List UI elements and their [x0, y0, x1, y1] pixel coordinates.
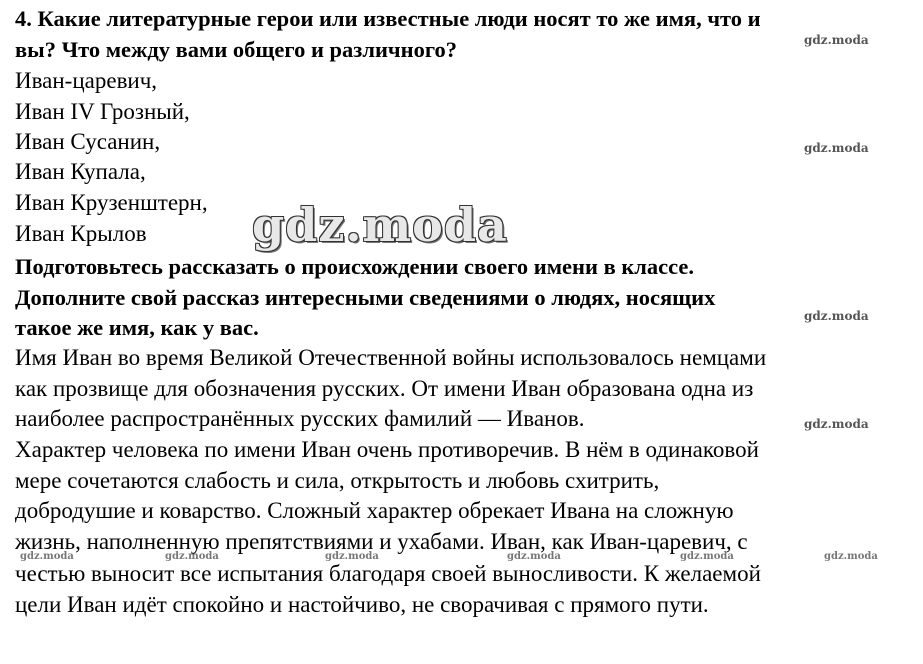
- paragraph-1-line: Имя Иван во время Великой Отечественной войны использовалось немцами: [15, 345, 767, 370]
- watermark-logo-large: gdz.moda: [252, 198, 508, 252]
- paragraph-2-line: мере сочетаются слабость и сила, открытость и любовь схитрить,: [15, 468, 660, 493]
- task-prepare-line-2: Дополните свой рассказ интересными сведениями о людях, носящих: [15, 285, 716, 310]
- watermark-tiny: gdz.moda: [824, 551, 878, 562]
- answer-list-item: Иван Крузенштерн,: [15, 190, 208, 215]
- paragraph-2-line: добродушие и коварство. Сложный характер обрекает Ивана на сложную: [15, 498, 734, 523]
- watermark-tiny: gdz.moda: [507, 551, 561, 562]
- answer-list-item: Иван-царевич,: [15, 68, 158, 93]
- task-4-question-line-2: вы? Что между вами общего и различного?: [15, 37, 457, 62]
- answer-list-item: Иван Купала,: [15, 159, 146, 184]
- paragraph-1-line: как прозвище для обозначения русских. От имени Иван образована одна из: [15, 376, 754, 401]
- answer-list-item: Иван Сусанин,: [15, 129, 161, 154]
- task-4-question-line-1: 4. Какие литературные герои или известные люди носят то же имя, что и: [15, 6, 761, 31]
- watermark-tiny: gdz.moda: [325, 551, 379, 562]
- answer-list-item: Иван IV Грозный,: [15, 99, 190, 124]
- watermark-small: gdz.moda: [804, 33, 869, 47]
- paragraph-2-line: Характер человека по имени Иван очень противоречив. В нём в одинаковой: [15, 437, 759, 462]
- watermark-tiny: gdz.moda: [165, 551, 219, 562]
- answer-list-item: Иван Крылов: [15, 221, 147, 246]
- watermark-small: gdz.moda: [804, 417, 869, 431]
- task-prepare-line-1: Подготовьтесь рассказать о происхождении своего имени в классе.: [15, 254, 695, 279]
- watermark-tiny: gdz.moda: [680, 551, 734, 562]
- watermark-tiny: gdz.moda: [20, 551, 74, 562]
- watermark-small: gdz.moda: [804, 309, 869, 323]
- paragraph-2-line: честью выносит все испытания благодаря своей выносливости. К желаемой: [15, 561, 761, 586]
- task-prepare-line-3: такое же имя, как у вас.: [15, 315, 259, 340]
- paragraph-2-line: жизнь, наполненную препятствиями и ухабами. Иван, как Иван-царевич, с: [15, 529, 748, 554]
- watermark-small: gdz.moda: [804, 141, 869, 155]
- paragraph-2-line: цели Иван идёт спокойно и настойчиво, не сворачивая с прямого пути.: [15, 592, 709, 617]
- paragraph-1-line: наиболее распространённых русских фамилий — Иванов.: [15, 406, 585, 431]
